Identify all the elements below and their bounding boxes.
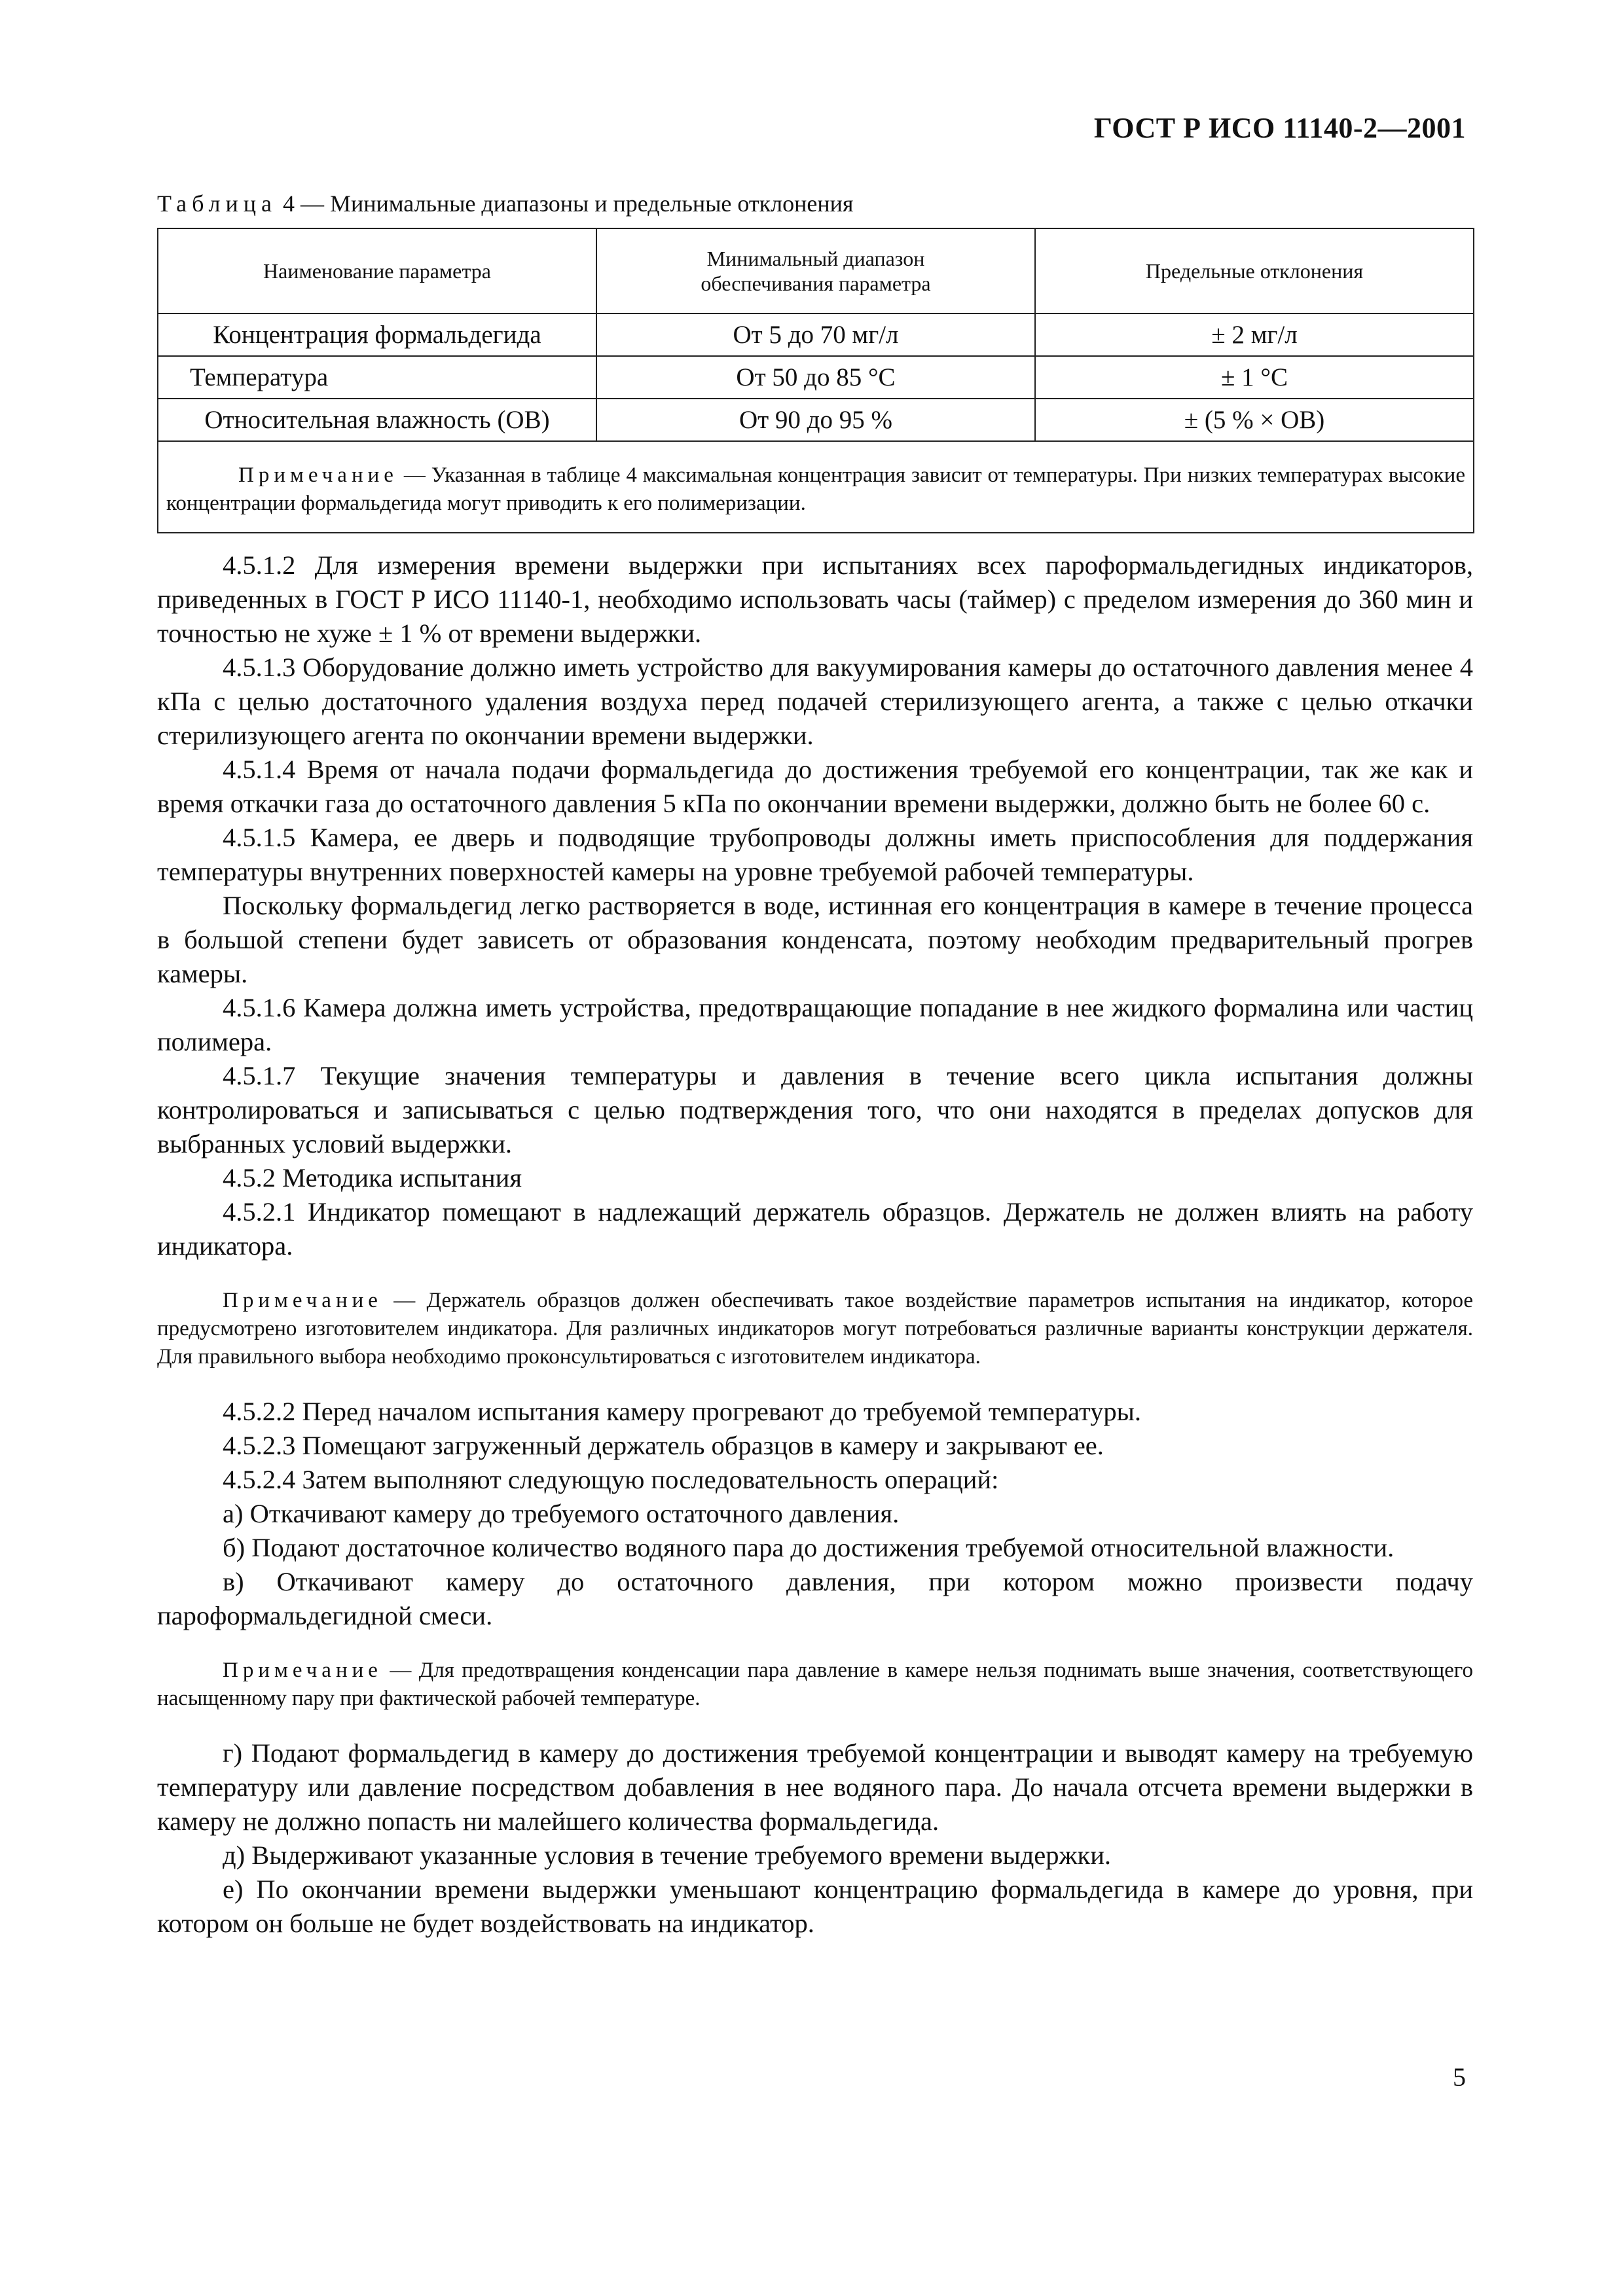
paragraph-4-5-1-7: 4.5.1.7 Текущие значения температуры и давления в течение всего цикла испытания должны контролироваться и записываться с целью подтверждения того, что они находятся в пределах допусков для выбранных условий выдержки.: [157, 1061, 1473, 1158]
note-label: Примечание: [223, 1289, 382, 1312]
header-cell-range: [596, 228, 1035, 314]
table-cell: От 5 до 70 мг/л: [596, 314, 1035, 356]
table-row: [158, 356, 1474, 399]
list-item-a: а) Откачивают камеру до требуемого остаточного давления.: [223, 1499, 900, 1528]
list-item-g: г) Подают формальдегид в камеру до достижения требуемой концентрации и выводят камеру на требуемую температуру или давление посредством добавления в нее водяного пара. До начала отсчета времени выдержки в камеру не должно попасть ни малейшего количества формальдегида.: [157, 1738, 1473, 1836]
table-row: [158, 314, 1474, 356]
header-cell-range-text: Минимальный диапазон обеспечивания параметра: [701, 247, 931, 295]
header-cell-tolerance: Предельные отклонения: [1035, 228, 1474, 314]
section-heading-4-5-2: 4.5.2 Методика испытания: [223, 1163, 522, 1193]
note-text: — Для предотвращения конденсации пара давление в камере нельзя поднимать выше значения, соответствующего насыщенному пару при фактической рабочей температуре.: [157, 1659, 1473, 1710]
paragraph-4-5-2-3: 4.5.2.3 Помещают загруженный держатель образцов в камеру и закрывают ее.: [223, 1431, 1104, 1460]
table-cell: ± 1 °C: [1035, 356, 1474, 399]
paragraph-4-5-1-3: 4.5.1.3 Оборудование должно иметь устройство для вакуумирования камеры до остаточного давления менее 4 кПа с целью достаточного удаления воздуха перед подачей стерилизующего агента, а также с целью откачки стерилизующего агента по окончании времени выдержки.: [157, 653, 1473, 750]
table-caption-title: 4 — Минимальные диапазоны и предельные отклонения: [276, 190, 854, 217]
table-cell: ± 2 мг/л: [1035, 314, 1474, 356]
table-caption: [157, 190, 1473, 217]
paragraph-4-5-2-1: 4.5.2.1 Индикатор помещают в надлежащий держатель образцов. Держатель не должен влиять на работу индикатора.: [157, 1197, 1473, 1261]
parameters-table: [157, 228, 1474, 533]
note-text: — Держатель образцов должен обеспечивать такое воздействие параметров испытания на индикатор, которое предусмотрено изготовителем индикатора. Для различных индикаторов могут потребоваться различные варианты конструкции держателя. Для правильного выбора необходимо проконсультироваться с изготовителем индикатора.: [157, 1289, 1473, 1369]
note-holder: [157, 1287, 1473, 1371]
list-item-b: б) Подают достаточное количество водяного пара до достижения требуемой относительной влажности.: [223, 1533, 1395, 1562]
table-cell: От 90 до 95 %: [596, 399, 1035, 441]
table-header-row: [158, 228, 1474, 314]
list-item-v: в) Откачивают камеру до остаточного давления, при котором можно произвести подачу пароформальдегидной смеси.: [157, 1567, 1473, 1630]
note-label: Примечание: [223, 1659, 382, 1682]
paragraph-4-5-2-2: 4.5.2.2 Перед началом испытания камеру прогревают до требуемой температуры.: [223, 1397, 1141, 1426]
table-note-row: [158, 441, 1474, 533]
table-cell: ± (5 % × ОВ): [1035, 399, 1474, 441]
paragraph-4-5-1-6: 4.5.1.6 Камера должна иметь устройства, предотвращающие попадание в нее жидкого формалина или частиц полимера.: [157, 993, 1473, 1056]
paragraph-4-5-1-2: 4.5.1.2 Для измерения времени выдержки при испытаниях всех пароформальдегидных индикаторов, приведенных в ГОСТ Р ИСО 11140-1, необходимо использовать часы (таймер) с пределом измерения до 360 мин и точностью не хуже ± 1 % от времени выдержки.: [157, 550, 1473, 648]
table-note-cell: [158, 441, 1474, 533]
list-item-d: д) Выдерживают указанные условия в течение требуемого времени выдержки.: [223, 1840, 1111, 1870]
paragraph-formaldehyde: Поскольку формальдегид легко растворяется в воде, истинная его концентрация в камере в течение процесса в большой степени будет зависеть от образования конденсата, поэтому необходим предварительный прогрев камеры.: [157, 891, 1473, 988]
table-cell: От 50 до 85 °C: [596, 356, 1035, 399]
table-cell: Температура: [158, 356, 596, 399]
document-body: [157, 548, 1473, 1941]
table-row: [158, 399, 1474, 441]
table-note: [166, 461, 1465, 518]
document-code-header: ГОСТ Р ИСО 11140-2—2001: [1093, 112, 1466, 144]
paragraph-4-5-1-4: 4.5.1.4 Время от начала подачи формальдегида до достижения требуемой его концентрации, так же как и время откачки газа до остаточного давления 5 кПа по окончании времени выдержки, должно быть не более 60 с.: [157, 755, 1473, 818]
note-condensation: [157, 1657, 1473, 1713]
table-cell: Относительная влажность (ОВ): [158, 399, 596, 441]
table-cell: Концентрация формальдегида: [158, 314, 596, 356]
table-note-label: Примечание: [238, 463, 398, 487]
paragraph-4-5-1-5: 4.5.1.5 Камера, ее дверь и подводящие трубопроводы должны иметь приспособления для поддержания температуры внутренних поверхностей камеры на уровне требуемой рабочей температуры.: [157, 823, 1473, 886]
header-cell-parameter: Наименование параметра: [158, 228, 596, 314]
table-caption-label: Таблица: [157, 190, 277, 217]
list-item-e: е) По окончании времени выдержки уменьшают концентрацию формальдегида в камере до уровня, при котором он больше не будет воздействовать на индикатор.: [157, 1874, 1473, 1938]
page-number: 5: [1453, 2062, 1466, 2092]
paragraph-4-5-2-4: 4.5.2.4 Затем выполняют следующую последовательность операций:: [223, 1465, 999, 1494]
table-note-text: — Указанная в таблице 4 максимальная концентрация зависит от температуры. При низких температурах высокие концентрации формальдегида могут приводить к его полимеризации.: [166, 463, 1465, 515]
